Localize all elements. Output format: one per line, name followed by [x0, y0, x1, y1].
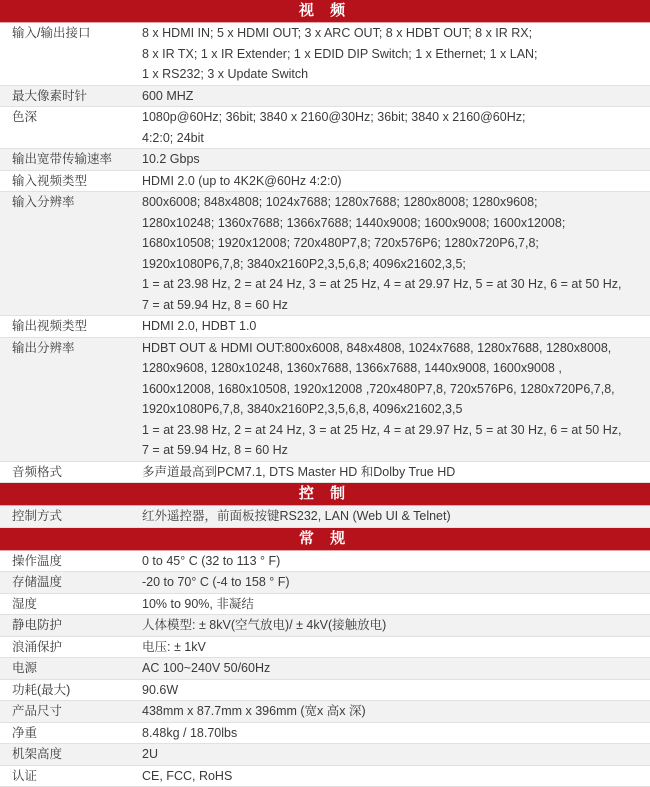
- spec-row-operating-temp: [0, 551, 650, 573]
- spec-value: [142, 107, 650, 148]
- spec-value: [142, 701, 650, 722]
- spec-row-input-resolution: [0, 192, 650, 316]
- spec-row-bandwidth: [0, 149, 650, 171]
- spec-value: [142, 23, 650, 85]
- spec-value-line: HDBT OUT & HDMI OUT:800x6008, 848x4808, 1024x7688, 1280x7688, 1280x8008,: [142, 338, 642, 359]
- spec-row-audio-format: [0, 462, 650, 484]
- spec-row-storage-temp: [0, 572, 650, 594]
- spec-value-line: 0 to 45° C (32 to 113 ° F): [142, 551, 642, 572]
- spec-value-line: 800x6008; 848x4808; 1024x7688; 1280x7688; 1280x8008; 1280x9608;: [142, 192, 642, 213]
- spec-value: [142, 462, 650, 483]
- spec-value: [142, 615, 650, 636]
- spec-row-io-ports: [0, 23, 650, 86]
- spec-label: 输入/输出接口: [0, 23, 142, 85]
- spec-value-line: HDMI 2.0 (up to 4K2K@60Hz 4:2:0): [142, 171, 642, 192]
- spec-label: 音频格式: [0, 462, 142, 483]
- spec-value: [142, 149, 650, 170]
- section-header-control: 控 制: [0, 483, 650, 506]
- spec-value-line: 10.2 Gbps: [142, 149, 642, 170]
- spec-row-power-consumption: [0, 680, 650, 702]
- spec-row-control-method: [0, 506, 650, 528]
- spec-value-line: 1920x1080P6,7,8, 3840x2160P2,3,5,6,8, 4096x21602,3,5: [142, 399, 642, 420]
- spec-value: [142, 338, 650, 461]
- spec-value: [142, 723, 650, 744]
- spec-value: [142, 192, 650, 315]
- spec-value-line: 1280x10248; 1360x7688; 1366x7688; 1440x9008; 1600x9008; 1600x12008;: [142, 213, 642, 234]
- spec-value: [142, 637, 650, 658]
- spec-row-power-supply: [0, 658, 650, 680]
- spec-value: [142, 551, 650, 572]
- spec-value: [142, 171, 650, 192]
- spec-row-output-resolution: [0, 338, 650, 462]
- spec-row-humidity: [0, 594, 650, 616]
- spec-value: [142, 316, 650, 337]
- spec-value-line: 10% to 90%, 非凝结: [142, 594, 642, 615]
- spec-row-certification: [0, 766, 650, 787]
- spec-value-line: 1600x12008, 1680x10508, 1920x12008 ,720x480P7,8, 720x576P6, 1280x720P6,7,8,: [142, 379, 642, 400]
- spec-value-line: 8 x HDMI IN; 5 x HDMI OUT; 3 x ARC OUT; 8 x HDBT OUT; 8 x IR RX;: [142, 23, 642, 44]
- spec-value-line: 438mm x 87.7mm x 396mm (宽x 高x 深): [142, 701, 642, 722]
- spec-value-line: 8.48kg / 18.70lbs: [142, 723, 642, 744]
- spec-row-color-depth: [0, 107, 650, 149]
- spec-label: 输出视频类型: [0, 316, 142, 337]
- spec-label: 净重: [0, 723, 142, 744]
- spec-row-pixel-clock: [0, 86, 650, 108]
- spec-value: [142, 594, 650, 615]
- spec-value: [142, 744, 650, 765]
- spec-row-net-weight: [0, 723, 650, 745]
- spec-label: 电源: [0, 658, 142, 679]
- spec-label: 湿度: [0, 594, 142, 615]
- spec-value-line: AC 100~240V 50/60Hz: [142, 658, 642, 679]
- spec-value-line: 7 = at 59.94 Hz, 8 = 60 Hz: [142, 295, 642, 316]
- spec-value-line: -20 to 70° C (-4 to 158 ° F): [142, 572, 642, 593]
- spec-value-line: 8 x IR TX; 1 x IR Extender; 1 x EDID DIP Switch; 1 x Ethernet; 1 x LAN;: [142, 44, 642, 65]
- spec-label: 浪涌保护: [0, 637, 142, 658]
- spec-value-line: 红外遥控器，前面板按键RS232, LAN (Web UI & Telnet): [142, 506, 642, 527]
- spec-row-rack-height: [0, 744, 650, 766]
- spec-value-line: 多声道最高到PCM7.1, DTS Master HD 和Dolby True HD: [142, 462, 642, 483]
- spec-row-esd-protection: [0, 615, 650, 637]
- spec-value-line: 1080p@60Hz; 36bit; 3840 x 2160@30Hz; 36bit; 3840 x 2160@60Hz;: [142, 107, 642, 128]
- spec-label: 色深: [0, 107, 142, 148]
- spec-value: [142, 680, 650, 701]
- spec-label: 输入视频类型: [0, 171, 142, 192]
- spec-label: 功耗(最大): [0, 680, 142, 701]
- spec-value-line: 电压: ± 1kV: [142, 637, 642, 658]
- spec-row-dimensions: [0, 701, 650, 723]
- spec-value: [142, 658, 650, 679]
- spec-label: 最大像素时针: [0, 86, 142, 107]
- spec-value-line: 90.6W: [142, 680, 642, 701]
- spec-value: [142, 572, 650, 593]
- spec-value-line: 人体模型: ± 8kV(空气放电)/ ± 4kV(接触放电): [142, 615, 642, 636]
- spec-label: 输入分辨率: [0, 192, 142, 315]
- section-body-control: [0, 506, 650, 528]
- spec-value: [142, 86, 650, 107]
- spec-value-line: HDMI 2.0, HDBT 1.0: [142, 316, 642, 337]
- spec-label: 产品尺寸: [0, 701, 142, 722]
- spec-row-output-video-type: [0, 316, 650, 338]
- spec-value-line: 1 x RS232; 3 x Update Switch: [142, 64, 642, 85]
- spec-value-line: 1280x9608, 1280x10248, 1360x7688, 1366x7688, 1440x9008, 1600x9008 ,: [142, 358, 642, 379]
- spec-label: 静电防护: [0, 615, 142, 636]
- spec-row-surge-protection: [0, 637, 650, 659]
- spec-value-line: 600 MHZ: [142, 86, 642, 107]
- spec-value-line: CE, FCC, RoHS: [142, 766, 642, 787]
- section-body-video: [0, 23, 650, 483]
- section-header-general: 常 规: [0, 528, 650, 551]
- spec-label: 控制方式: [0, 506, 142, 527]
- spec-value-line: 1920x1080P6,7,8; 3840x2160P2,3,5,6,8; 4096x21602,3,5;: [142, 254, 642, 275]
- spec-value-line: 1 = at 23.98 Hz, 2 = at 24 Hz, 3 = at 25 Hz, 4 = at 29.97 Hz, 5 = at 30 Hz, 6 = at 50 Hz,: [142, 420, 642, 441]
- spec-value: [142, 766, 650, 787]
- spec-label: 认证: [0, 766, 142, 787]
- spec-row-input-video-type: [0, 171, 650, 193]
- spec-value-line: 7 = at 59.94 Hz, 8 = 60 Hz: [142, 440, 642, 461]
- spec-label: 机架高度: [0, 744, 142, 765]
- section-body-general: [0, 551, 650, 787]
- section-header-video: 视 频: [0, 0, 650, 23]
- spec-label: 输出分辨率: [0, 338, 142, 461]
- spec-value-line: 4:2:0; 24bit: [142, 128, 642, 149]
- spec-value-line: 2U: [142, 744, 642, 765]
- spec-label: 输出宽带传输速率: [0, 149, 142, 170]
- spec-value-line: 1680x10508; 1920x12008; 720x480P7,8; 720x576P6; 1280x720P6,7,8;: [142, 233, 642, 254]
- spec-label: 存储温度: [0, 572, 142, 593]
- spec-value: [142, 506, 650, 527]
- spec-label: 操作温度: [0, 551, 142, 572]
- spec-value-line: 1 = at 23.98 Hz, 2 = at 24 Hz, 3 = at 25 Hz, 4 = at 29.97 Hz, 5 = at 30 Hz, 6 = at 50 Hz,: [142, 274, 642, 295]
